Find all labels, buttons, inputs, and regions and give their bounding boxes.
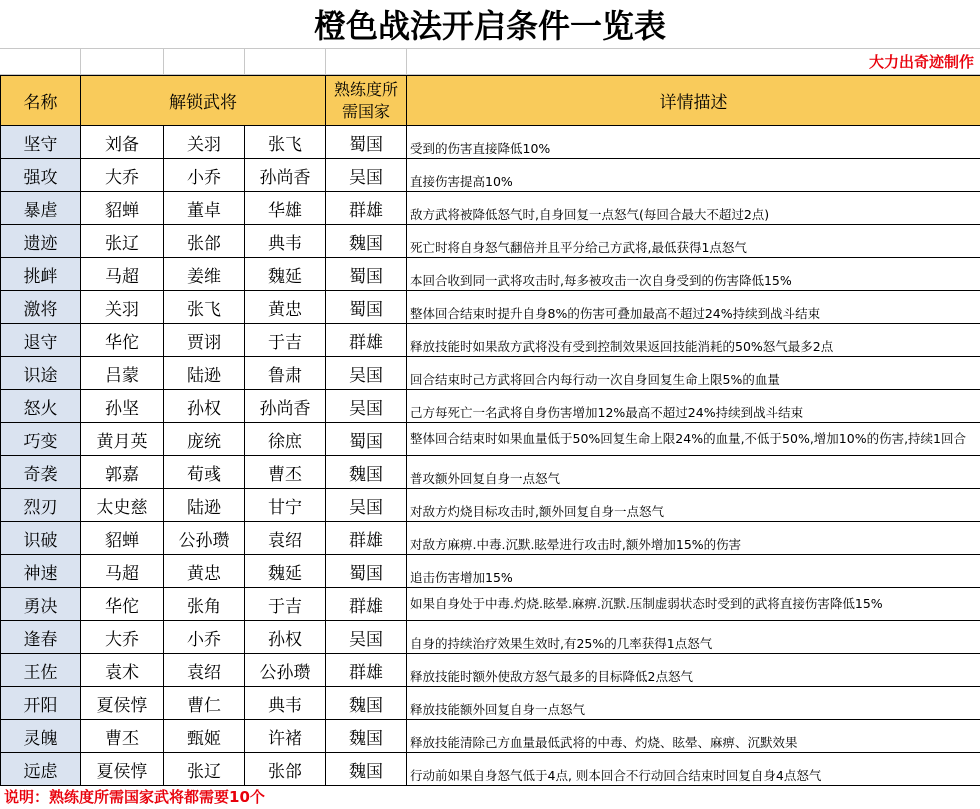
table-row [1, 489, 980, 522]
description-cell: 追击伤害增加15% [407, 555, 980, 588]
description-cell: 释放技能时如果敌方武将没有受到控制效果返回技能消耗的50%怒气最多2点 [407, 324, 980, 357]
general-cell: 夏侯惇 [81, 753, 164, 786]
tactics-table [0, 75, 980, 786]
description-cell: 释放技能额外回复自身一点怒气 [407, 687, 980, 720]
table-header-row [1, 76, 980, 126]
tactic-name: 王佐 [1, 654, 81, 687]
nation-cell: 蜀国 [326, 291, 407, 324]
general-cell: 貂蝉 [81, 192, 164, 225]
description-cell: 己方每死亡一名武将自身伤害增加12%最高不超过24%持续到战斗结束 [407, 390, 980, 423]
footer-note: 说明：熟练度所需国家武将都需要10个 [4, 788, 265, 806]
tactic-name: 勇决 [1, 588, 81, 621]
tactic-name: 识破 [1, 522, 81, 555]
description-cell: 对敌方灼烧目标攻击时,额外回复自身一点怒气 [407, 489, 980, 522]
nation-cell: 群雄 [326, 522, 407, 555]
nation-cell: 群雄 [326, 324, 407, 357]
tactic-name: 坚守 [1, 126, 81, 159]
general-cell: 吕蒙 [81, 357, 164, 390]
table-row [1, 456, 980, 489]
tactic-name: 远虑 [1, 753, 81, 786]
table-row [1, 621, 980, 654]
nation-cell: 吴国 [326, 621, 407, 654]
table-row [1, 258, 980, 291]
general-cell: 贾诩 [164, 324, 245, 357]
nation-cell: 群雄 [326, 192, 407, 225]
description-cell: 如果自身处于中毒.灼烧.眩晕.麻痹.沉默.压制虚弱状态时受到的武将直接伤害降低15% [407, 588, 980, 621]
general-cell: 甘宁 [245, 489, 326, 522]
general-cell: 华佗 [81, 324, 164, 357]
general-cell: 张郃 [245, 753, 326, 786]
nation-cell: 群雄 [326, 588, 407, 621]
general-cell: 小乔 [164, 621, 245, 654]
nation-cell: 蜀国 [326, 555, 407, 588]
description-cell: 敌方武将被降低怒气时,自身回复一点怒气(每回合最大不超过2点) [407, 192, 980, 225]
description-cell: 受到的伤害直接降低10% [407, 126, 980, 159]
nation-cell: 吴国 [326, 390, 407, 423]
table-row [1, 555, 980, 588]
general-cell: 张飞 [164, 291, 245, 324]
general-cell: 荀彧 [164, 456, 245, 489]
general-cell: 典韦 [245, 225, 326, 258]
general-cell: 太史慈 [81, 489, 164, 522]
header-name: 名称 [1, 76, 81, 126]
general-cell: 张辽 [164, 753, 245, 786]
table-row [1, 654, 980, 687]
nation-cell: 魏国 [326, 225, 407, 258]
general-cell: 甄姬 [164, 720, 245, 753]
general-cell: 魏延 [245, 258, 326, 291]
nation-cell: 蜀国 [326, 423, 407, 456]
tactic-name: 挑衅 [1, 258, 81, 291]
table-row [1, 390, 980, 423]
general-cell: 袁术 [81, 654, 164, 687]
grid-line [163, 49, 164, 75]
general-cell: 张辽 [81, 225, 164, 258]
nation-cell: 吴国 [326, 159, 407, 192]
tactic-name: 奇袭 [1, 456, 81, 489]
tactic-name: 激将 [1, 291, 81, 324]
table-row [1, 126, 980, 159]
table-row [1, 522, 980, 555]
grid-line [325, 49, 326, 75]
general-cell: 孙尚香 [245, 159, 326, 192]
tactic-name: 暴虐 [1, 192, 81, 225]
general-cell: 曹仁 [164, 687, 245, 720]
general-cell: 陆逊 [164, 489, 245, 522]
general-cell: 夏侯惇 [81, 687, 164, 720]
description-cell: 死亡时将自身怒气翻倍并且平分给己方武将,最低获得1点怒气 [407, 225, 980, 258]
tactic-name: 遗迹 [1, 225, 81, 258]
general-cell: 于吉 [245, 588, 326, 621]
general-cell: 孙权 [164, 390, 245, 423]
header-level-line2: 需国家 [341, 101, 390, 121]
general-cell: 庞统 [164, 423, 245, 456]
table-row [1, 192, 980, 225]
general-cell: 许褚 [245, 720, 326, 753]
general-cell: 黄月英 [81, 423, 164, 456]
grid-line [244, 49, 245, 75]
description-cell: 直接伤害提高10% [407, 159, 980, 192]
general-cell: 大乔 [81, 621, 164, 654]
description-cell: 对敌方麻痹.中毒.沉默.眩晕进行攻击时,额外增加15%的伤害 [407, 522, 980, 555]
nation-cell: 魏国 [326, 687, 407, 720]
general-cell: 陆逊 [164, 357, 245, 390]
description-cell: 整体回合结束时提升自身8%的伤害可叠加最高不超过24%持续到战斗结束 [407, 291, 980, 324]
tactic-name: 开阳 [1, 687, 81, 720]
general-cell: 貂蝉 [81, 522, 164, 555]
description-cell: 整体回合结束时如果血量低于50%回复生命上限24%的血量,不低于50%,增加10%的伤害,持续1回合 [407, 423, 980, 456]
description-cell: 自身的持续治疗效果生效时,有25%的几率获得1点怒气 [407, 621, 980, 654]
nation-cell: 蜀国 [326, 126, 407, 159]
general-cell: 小乔 [164, 159, 245, 192]
general-cell: 袁绍 [245, 522, 326, 555]
nation-cell: 蜀国 [326, 258, 407, 291]
description-cell: 释放技能清除己方血量最低武将的中毒、灼烧、眩晕、麻痹、沉默效果 [407, 720, 980, 753]
tactic-name: 识途 [1, 357, 81, 390]
table-row [1, 720, 980, 753]
table-row [1, 291, 980, 324]
general-cell: 孙权 [245, 621, 326, 654]
general-cell: 华佗 [81, 588, 164, 621]
general-cell: 黄忠 [245, 291, 326, 324]
general-cell: 关羽 [81, 291, 164, 324]
description-cell: 行动前如果自身怒气低于4点, 则本回合不行动回合结束时回复自身4点怒气 [407, 753, 980, 786]
spacer-row [0, 49, 980, 75]
tactic-name: 神速 [1, 555, 81, 588]
general-cell: 徐庶 [245, 423, 326, 456]
grid-line [80, 49, 81, 75]
description-cell: 本回合收到同一武将攻击时,每多被攻击一次自身受到的伤害降低15% [407, 258, 980, 291]
general-cell: 黄忠 [164, 555, 245, 588]
general-cell: 魏延 [245, 555, 326, 588]
table-row [1, 753, 980, 786]
general-cell: 曹丕 [245, 456, 326, 489]
tactic-name: 逢春 [1, 621, 81, 654]
nation-cell: 魏国 [326, 456, 407, 489]
table-row [1, 357, 980, 390]
general-cell: 孙尚香 [245, 390, 326, 423]
tactic-name: 强攻 [1, 159, 81, 192]
general-cell: 大乔 [81, 159, 164, 192]
nation-cell: 魏国 [326, 720, 407, 753]
nation-cell: 魏国 [326, 753, 407, 786]
page-title: 橙色战法开启条件一览表 [0, 0, 980, 49]
description-cell: 释放技能时额外使敌方怒气最多的目标降低2点怒气 [407, 654, 980, 687]
general-cell: 孙坚 [81, 390, 164, 423]
credit-label: 大力出奇迹制作 [868, 53, 974, 71]
general-cell: 张郃 [164, 225, 245, 258]
table-row [1, 687, 980, 720]
general-cell: 关羽 [164, 126, 245, 159]
general-cell: 公孙瓒 [164, 522, 245, 555]
header-level-line1: 熟练度所 [333, 79, 398, 99]
general-cell: 袁绍 [164, 654, 245, 687]
table-row [1, 588, 980, 621]
general-cell: 刘备 [81, 126, 164, 159]
description-cell: 普攻额外回复自身一点怒气 [407, 456, 980, 489]
general-cell: 张角 [164, 588, 245, 621]
general-cell: 公孙瓒 [245, 654, 326, 687]
table-row [1, 324, 980, 357]
grid-line [406, 49, 407, 75]
header-generals: 解锁武将 [81, 76, 326, 126]
table-row [1, 423, 980, 456]
tactic-name: 灵魄 [1, 720, 81, 753]
general-cell: 曹丕 [81, 720, 164, 753]
table-row [1, 159, 980, 192]
general-cell: 马超 [81, 555, 164, 588]
general-cell: 于吉 [245, 324, 326, 357]
general-cell: 董卓 [164, 192, 245, 225]
general-cell: 马超 [81, 258, 164, 291]
header-level-nation [326, 76, 407, 126]
header-description: 详情描述 [407, 76, 980, 126]
general-cell: 姜维 [164, 258, 245, 291]
description-cell: 回合结束时己方武将回合内每行动一次自身回复生命上限5%的血量 [407, 357, 980, 390]
general-cell: 典韦 [245, 687, 326, 720]
tactic-name: 退守 [1, 324, 81, 357]
general-cell: 郭嘉 [81, 456, 164, 489]
general-cell: 华雄 [245, 192, 326, 225]
tactic-name: 烈刃 [1, 489, 81, 522]
tactic-name: 怒火 [1, 390, 81, 423]
nation-cell: 吴国 [326, 489, 407, 522]
nation-cell: 吴国 [326, 357, 407, 390]
general-cell: 张飞 [245, 126, 326, 159]
tactic-name: 巧变 [1, 423, 81, 456]
general-cell: 鲁肃 [245, 357, 326, 390]
nation-cell: 群雄 [326, 654, 407, 687]
table-row [1, 225, 980, 258]
